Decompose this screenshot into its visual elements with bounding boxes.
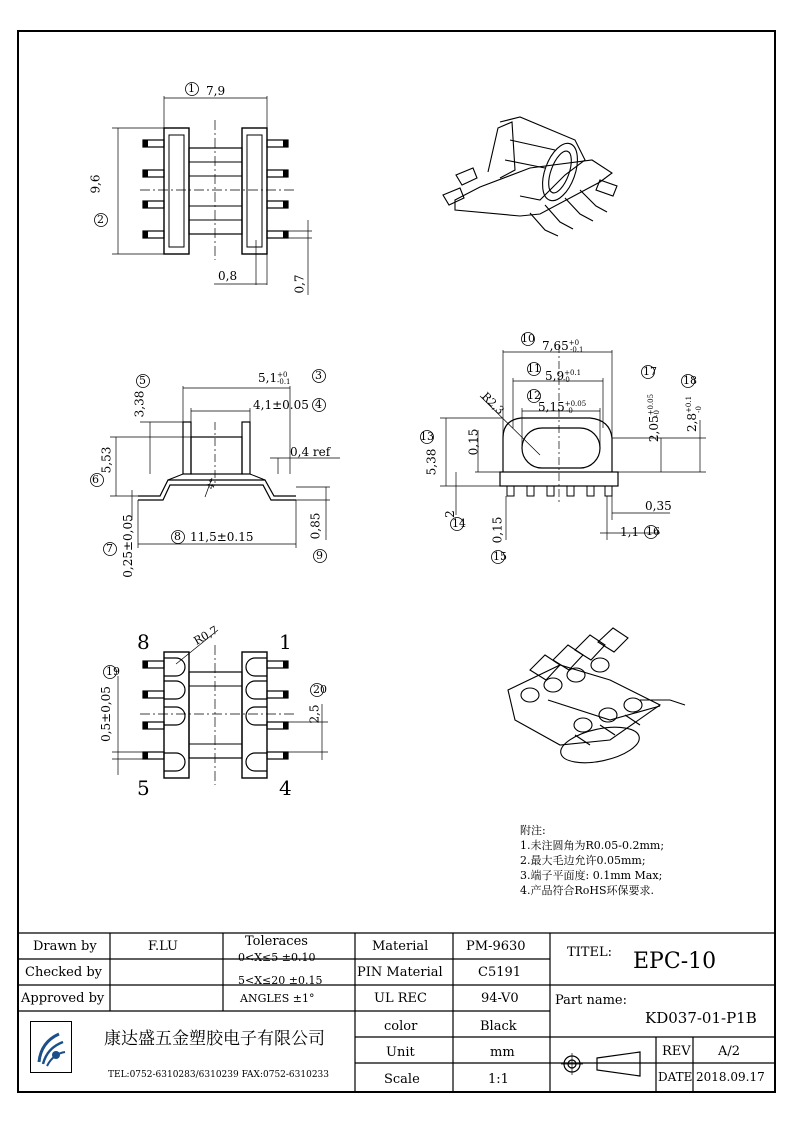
dim-d3-tol-lo: -0.1 <box>277 378 291 386</box>
circle-no-12: 12 <box>527 389 541 402</box>
dim-h015: 0,15 <box>466 428 481 456</box>
company-contact: TEL:0752-6310283/6310239 FAX:0752-6310233 <box>108 1070 330 1080</box>
approved-by-label: Approved by <box>21 991 105 1006</box>
ul-value: 94-V0 <box>481 991 519 1006</box>
dim-d8: 11,5±0.15 <box>190 530 254 544</box>
dim-d6: 5,53 <box>99 446 114 474</box>
dim-d12: $5,15^{+0.05}$ <box>538 400 587 414</box>
drawn-by-value: F.LU <box>148 939 179 954</box>
logo-swirl-icon <box>31 1022 71 1072</box>
scale-value: 1:1 <box>488 1072 509 1087</box>
tolerance-angles: ANGLES ±1° <box>240 992 315 1005</box>
circle-no-9: 9 <box>316 549 323 562</box>
scale-label: Scale <box>384 1072 420 1087</box>
circle-no-14: 14 <box>452 517 466 530</box>
drawn-by-label: Drawn by <box>33 939 97 954</box>
checked-by-label: Checked by <box>25 965 102 980</box>
ul-label: UL REC <box>374 991 427 1006</box>
part-name-label: Part name: <box>555 993 628 1008</box>
note-item: 1.未注圆角为R0.05-0.2mm; <box>520 839 665 852</box>
dim-d4: 4,1±0.05 <box>253 398 309 412</box>
pin-material-label: PIN Material <box>357 965 443 980</box>
company-logo <box>30 1021 72 1073</box>
circle-no-3: 3 <box>315 369 322 382</box>
circle-no-8: 8 <box>174 530 181 543</box>
dim-d3: $5,1^{+0}$ <box>258 371 288 385</box>
dim-pin-035: 0,35 <box>645 499 672 513</box>
unit-label: Unit <box>386 1045 415 1060</box>
dim-ref: 0,4 ref <box>290 445 331 459</box>
iso-view-top <box>443 117 617 236</box>
circle-no-4: 4 <box>315 398 322 411</box>
pin-number-5: 5 <box>137 776 150 800</box>
dim-d15: 0,15 <box>490 516 505 544</box>
dim-pin-thickness: 0,7 <box>292 274 307 294</box>
dim-d16: 1,1 <box>620 525 640 539</box>
circle-no-10: 10 <box>521 332 535 345</box>
dim-angle: 4° <box>206 477 220 491</box>
drawing-title: EPC-10 <box>633 949 717 974</box>
color-label: color <box>384 1019 418 1034</box>
dim-d13: 5,38 <box>424 448 439 476</box>
circle-no-11: 11 <box>527 362 541 375</box>
dim-pin-width: 0,8 <box>218 269 238 283</box>
pin-number-8: 8 <box>137 630 150 654</box>
dim-d11-tol-lo: -0 <box>563 376 570 384</box>
dim-d20: 2,5 <box>307 704 322 724</box>
date-label: DATE <box>658 1070 693 1084</box>
notes-title: 附注: <box>520 824 546 837</box>
dim-d19: 0,5±0,05 <box>98 686 113 742</box>
dim-d7: 0,25±0,05 <box>120 514 135 578</box>
dim-d12-tol-lo: -0 <box>566 407 573 415</box>
dim-d5: 3,38 <box>132 390 147 418</box>
dim-height: 9,6 <box>88 174 103 194</box>
color-value: Black <box>480 1019 517 1034</box>
notes-block <box>520 823 664 898</box>
tolerance-range-1: 0<X≤5 ±0.10 <box>238 951 316 964</box>
material-label: Material <box>372 939 429 954</box>
note-item: 3.端子平面度: 0.1mm Max; <box>520 869 663 882</box>
dim-d9: 0,85 <box>308 512 323 540</box>
rev-label: REV <box>662 1044 691 1059</box>
company-name: 康达盛五金塑胶电子有限公司 <box>104 1029 325 1049</box>
note-item: 4.产品符合RoHS环保要求. <box>520 884 655 897</box>
circle-no-18: 18 <box>683 374 697 387</box>
pin-material-value: C5191 <box>478 965 522 980</box>
circle-no-15: 15 <box>493 550 507 563</box>
material-value: PM-9630 <box>466 939 526 954</box>
pin-number-1: 1 <box>279 630 292 654</box>
circle-no-20: 20 <box>313 683 327 696</box>
circle-no-5: 5 <box>139 374 146 387</box>
dim-d18: $2,8^{+0.1}$ <box>685 395 700 433</box>
dim-d14: 2 <box>442 510 457 518</box>
dim-d17: $2,05^{+0.05}$ <box>647 393 662 443</box>
top-view <box>95 83 313 296</box>
dim-d10: $7,65^{+0}$ <box>542 339 580 353</box>
circle-no-13: 13 <box>420 430 434 443</box>
date-value: 2018.09.17 <box>696 1070 765 1084</box>
circle-no-17: 17 <box>643 365 657 378</box>
circle-no-6: 6 <box>92 473 99 486</box>
circle-no-19: 19 <box>106 665 120 678</box>
dim-d10-tol-lo: -0.1 <box>570 346 584 354</box>
rev-value: A/2 <box>718 1044 741 1059</box>
dim-d11: $5,9^{+0.1}$ <box>545 369 582 383</box>
circle-no-7: 7 <box>106 542 113 555</box>
tolerance-range-2: 5<X≤20 ±0.15 <box>238 974 323 987</box>
tolerances-title: Toleraces <box>245 934 308 949</box>
dim-d18-tol-lo: -0 <box>694 406 703 413</box>
title-label: TITEL: <box>567 945 612 960</box>
iso-view-bottom <box>508 628 685 769</box>
part-name-value: KD037-01-P1B <box>645 1009 757 1027</box>
unit-value: mm <box>490 1045 515 1060</box>
circle-no-2: 2 <box>97 213 104 226</box>
circle-no-1: 1 <box>188 82 195 95</box>
circle-no-16: 16 <box>646 525 660 538</box>
dim-radius: R2,3 <box>479 389 507 418</box>
dim-width: 7,9 <box>206 84 226 98</box>
pin-number-4: 4 <box>279 776 292 800</box>
dim-d17-tol-lo: -0 <box>652 410 661 417</box>
note-item: 2.最大毛边允许0.05mm; <box>520 854 646 867</box>
dim-bottom-radius: R0,7 <box>191 623 221 648</box>
